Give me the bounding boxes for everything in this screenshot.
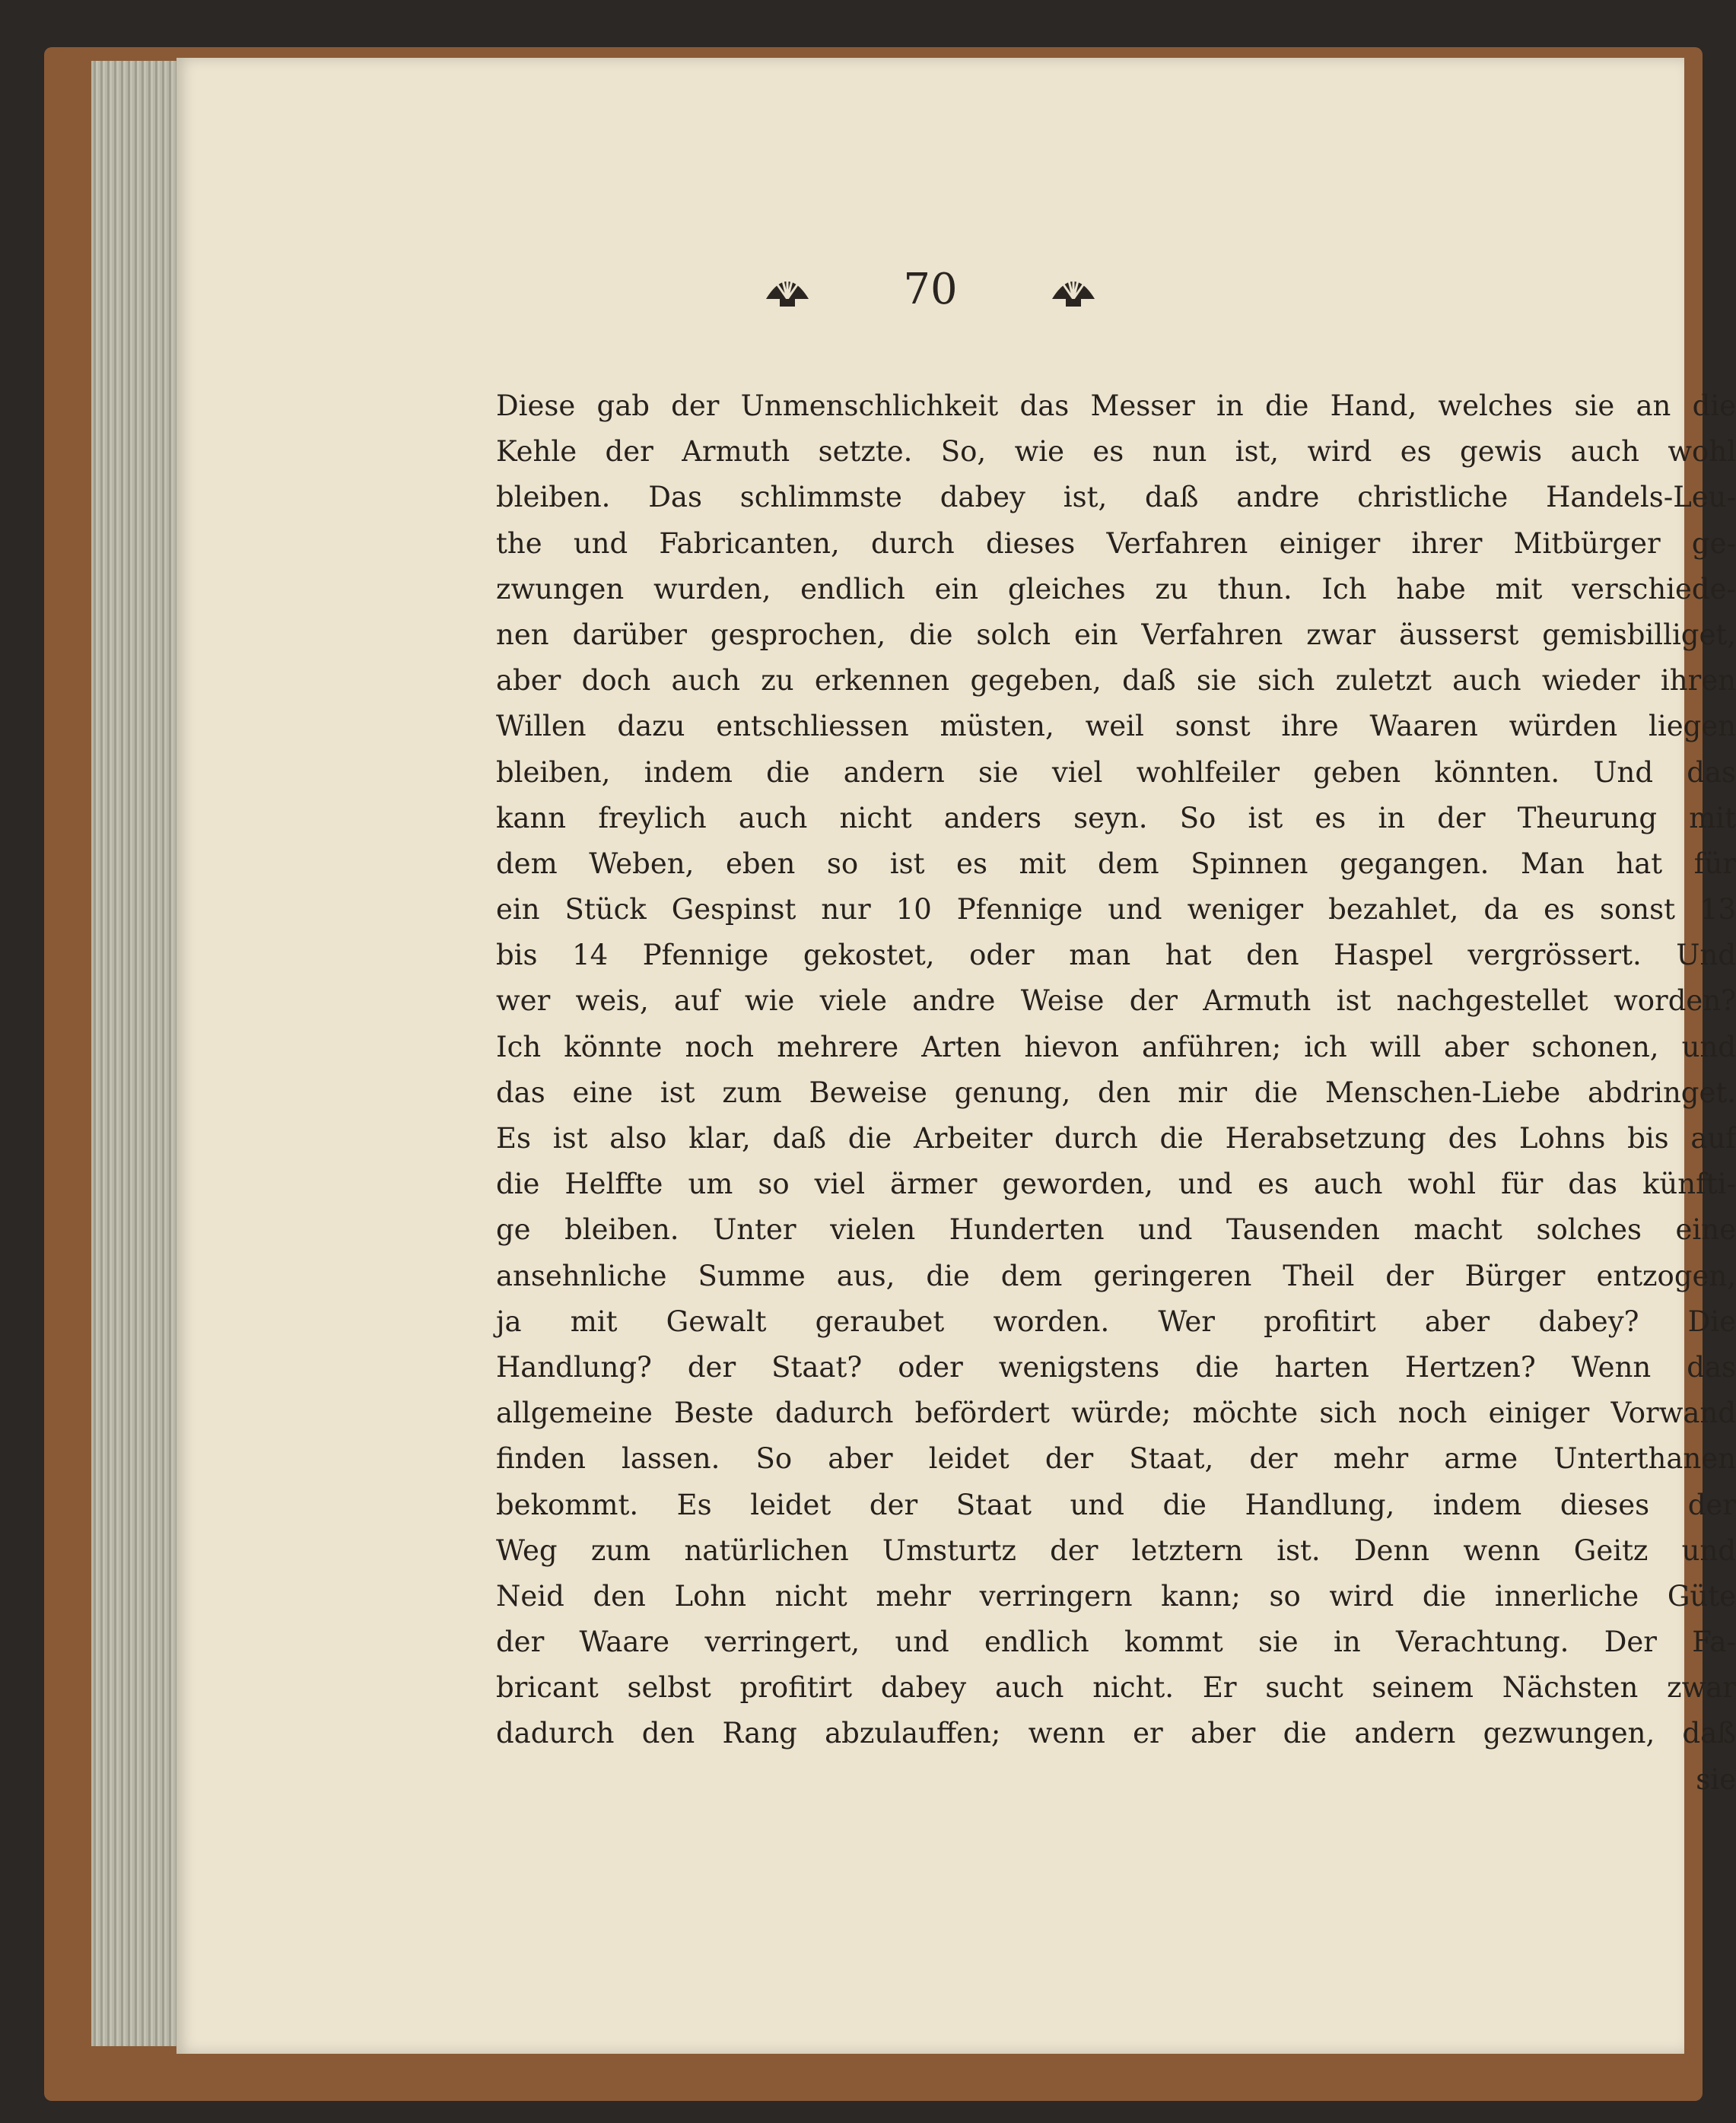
text-line: das eine ist zum Beweise genung, den mir die Menschen-Liebe abdringet. [496,1076,1736,1109]
text-line: kann freylich auch nicht anders seyn. So ist es in der Theurung mit [496,801,1736,834]
catchword: sie [1696,1762,1736,1796]
text-line: Weg zum natürlichen Umsturtz der letztern ist. Denn wenn Geitz und [496,1533,1736,1567]
text-line: zwungen wurden, endlich ein gleiches zu thun. Ich habe mit verschiede- [496,572,1736,605]
text-line: dem Weben, eben so ist es mit dem Spinnen gegangen. Man hat für [496,847,1736,880]
text-line: bis 14 Pfennige gekostet, oder man hat den Haspel vergrössert. Und [496,939,1736,972]
text-line: bricant selbst profitirt dabey auch nicht. Er sucht seinem Nächsten zwar [496,1671,1736,1705]
text-line: wer weis, auf wie viele andre Weise der Armuth ist nachgestellet worden? [496,984,1736,1018]
text-line: nen darüber gesprochen, die solch ein Verfahren zwar äusserst gemisbilliget, [496,618,1736,651]
text-line: Diese gab der Unmenschlichkeit das Messer in die Hand, welches sie an die [496,389,1736,422]
text-line: der Waare verringert, und endlich kommt sie in Verachtung. Der Fa- [496,1626,1736,1659]
text-line: die Helffte um so viel ärmer geworden, und es auch wohl für das künfti- [496,1168,1736,1201]
text-line: ja mit Gewalt geraubet worden. Wer profitirt aber dabey? Die [496,1305,1736,1338]
text-line: Ich könnte noch mehrere Arten hievon anführen; ich will aber schonen, und [496,1030,1736,1063]
shell-ornament-icon [763,269,812,311]
text-line: Kehle der Armuth setzte. So, wie es nun ist, wird es gewis auch wohl [496,435,1736,469]
text-line: Handlung? der Staat? oder wenigstens die harten Hertzen? Wenn das [496,1350,1736,1384]
text-line: allgemeine Beste dadurch befördert würde; möchte sich noch einiger Vorwand [496,1397,1736,1430]
text-line: Es ist also klar, daß die Arbeiter durch die Herabsetzung des Lohns bis auf [496,1122,1736,1155]
text-line: ansehnliche Summe aus, die dem geringeren Theil der Bürger entzogen, [496,1259,1736,1292]
text-line: bleiben. Das schlimmste dabey ist, daß andre christliche Handels-Leu- [496,481,1736,514]
book-page [176,58,1736,2054]
text-line: ge bleiben. Unter vielen Hunderten und Tausenden macht solches eine [496,1213,1736,1247]
text-line: aber doch auch zu erkennen gegeben, daß sie sich zuletzt auch wieder ihren [496,664,1736,698]
text-line: bleiben, indem die andern sie viel wohlfeiler geben könnten. Und das [496,755,1736,789]
page-body-text [496,383,1736,1803]
text-line: dadurch den Rang abzulauffen; wenn er aber die andern gezwungen, daß [496,1717,1736,1750]
page-header [176,265,1684,314]
text-line: ein Stück Gespinst nur 10 Pfennige und weniger bezahlet, da es sonst 13 [496,893,1736,926]
shell-ornament-icon [1049,269,1098,311]
text-line: bekommt. Es leidet der Staat und die Handlung, indem dieses der [496,1488,1736,1521]
text-line: Neid den Lohn nicht mehr verringern kann; so wird die innerliche Güte [496,1579,1736,1613]
text-line: the und Fabricanten, durch dieses Verfahren einiger ihrer Mitbürger ge- [496,526,1736,560]
text-line: Willen dazu entschliessen müsten, weil sonst ihre Waaren würden liegen [496,710,1736,743]
page-number: 70 [903,265,958,314]
text-line: finden lassen. So aber leidet der Staat, der mehr arme Unterthanen [496,1442,1736,1476]
